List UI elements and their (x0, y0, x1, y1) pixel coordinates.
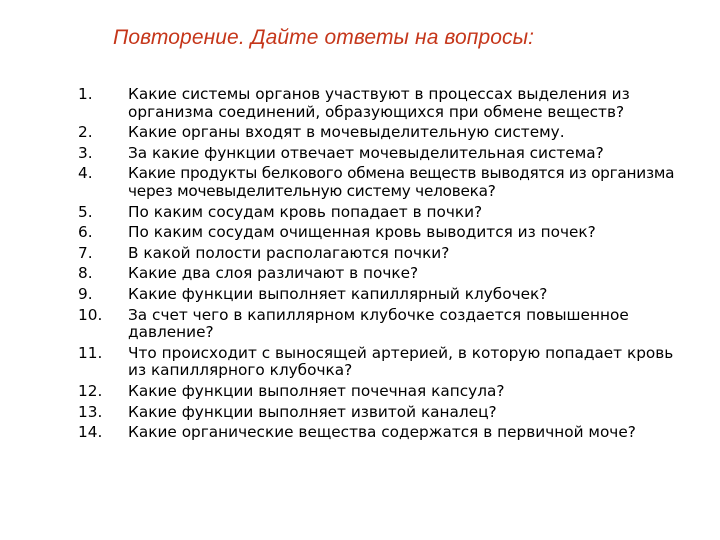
question-item-11 (78, 345, 718, 380)
question-number: 8. (78, 264, 93, 283)
question-text (128, 307, 716, 342)
question-text: Какие два слоя различают в почке? (128, 264, 419, 283)
question-number: 14. (78, 423, 103, 442)
question-item-8 (78, 265, 718, 283)
question-text: По каким сосудам кровь попадает в почки? (128, 202, 483, 221)
question-number: 7. (78, 243, 93, 262)
question-number: 12. (78, 381, 103, 400)
question-number: 4. (78, 164, 93, 183)
question-number: 6. (78, 223, 93, 242)
question-text (128, 165, 716, 200)
question-number: 10. (78, 305, 103, 324)
question-item-13 (78, 404, 718, 422)
question-number: 2. (78, 123, 93, 142)
question-text-line: Какие системы органов участвуют в процессах выделения из (128, 85, 630, 103)
question-text (128, 86, 716, 121)
question-item-5 (78, 204, 718, 222)
question-text: Какие функции выполняет капиллярный клубочек? (128, 284, 548, 303)
question-text: Какие органы входят в мочевыделительную систему. (128, 123, 565, 142)
question-item-14 (78, 424, 718, 442)
question-number: 3. (78, 143, 93, 162)
question-item-2 (78, 124, 718, 142)
question-item-4 (78, 165, 718, 200)
question-text: Какие функции выполняет почечная капсула? (128, 381, 505, 400)
question-text: Какие органические вещества содержатся в первичной моче? (128, 423, 636, 442)
question-text: В какой полости располагаются почки? (128, 243, 450, 262)
question-item-6 (78, 224, 718, 242)
question-number: 1. (78, 85, 93, 103)
question-number: 5. (78, 202, 93, 221)
question-item-1 (78, 86, 718, 121)
question-number: 11. (78, 343, 103, 362)
question-text (128, 345, 716, 380)
slide-title: Повторение. Дайте ответы на вопросы: (113, 26, 535, 49)
question-item-10 (78, 307, 718, 342)
question-text-line: через мочевыделительную систему человека? (128, 181, 496, 200)
question-text-line: давление? (128, 323, 214, 342)
question-text-line: Какие продукты белкового обмена веществ выводятся из организма (128, 164, 675, 183)
question-text: По каким сосудам очищенная кровь выводится из почек? (128, 223, 596, 242)
question-text-line: Что происходит с выносящей артерией, в которую попадает кровь (128, 343, 674, 362)
question-item-7 (78, 245, 718, 263)
question-text-line: организма соединений, образующихся при обмене веществ? (128, 102, 625, 121)
question-text-line: За счет чего в капиллярном клубочке создается повышенное (128, 305, 629, 324)
question-item-9 (78, 286, 718, 304)
question-number: 13. (78, 402, 103, 421)
question-item-12 (78, 383, 718, 401)
question-text: Какие функции выполняет извитой каналец? (128, 402, 497, 421)
question-list (78, 86, 718, 445)
question-number: 9. (78, 284, 93, 303)
question-item-3 (78, 145, 718, 163)
question-text-line: из капиллярного клубочка? (128, 361, 353, 380)
question-text: За какие функции отвечает мочевыделительная система? (128, 143, 604, 162)
